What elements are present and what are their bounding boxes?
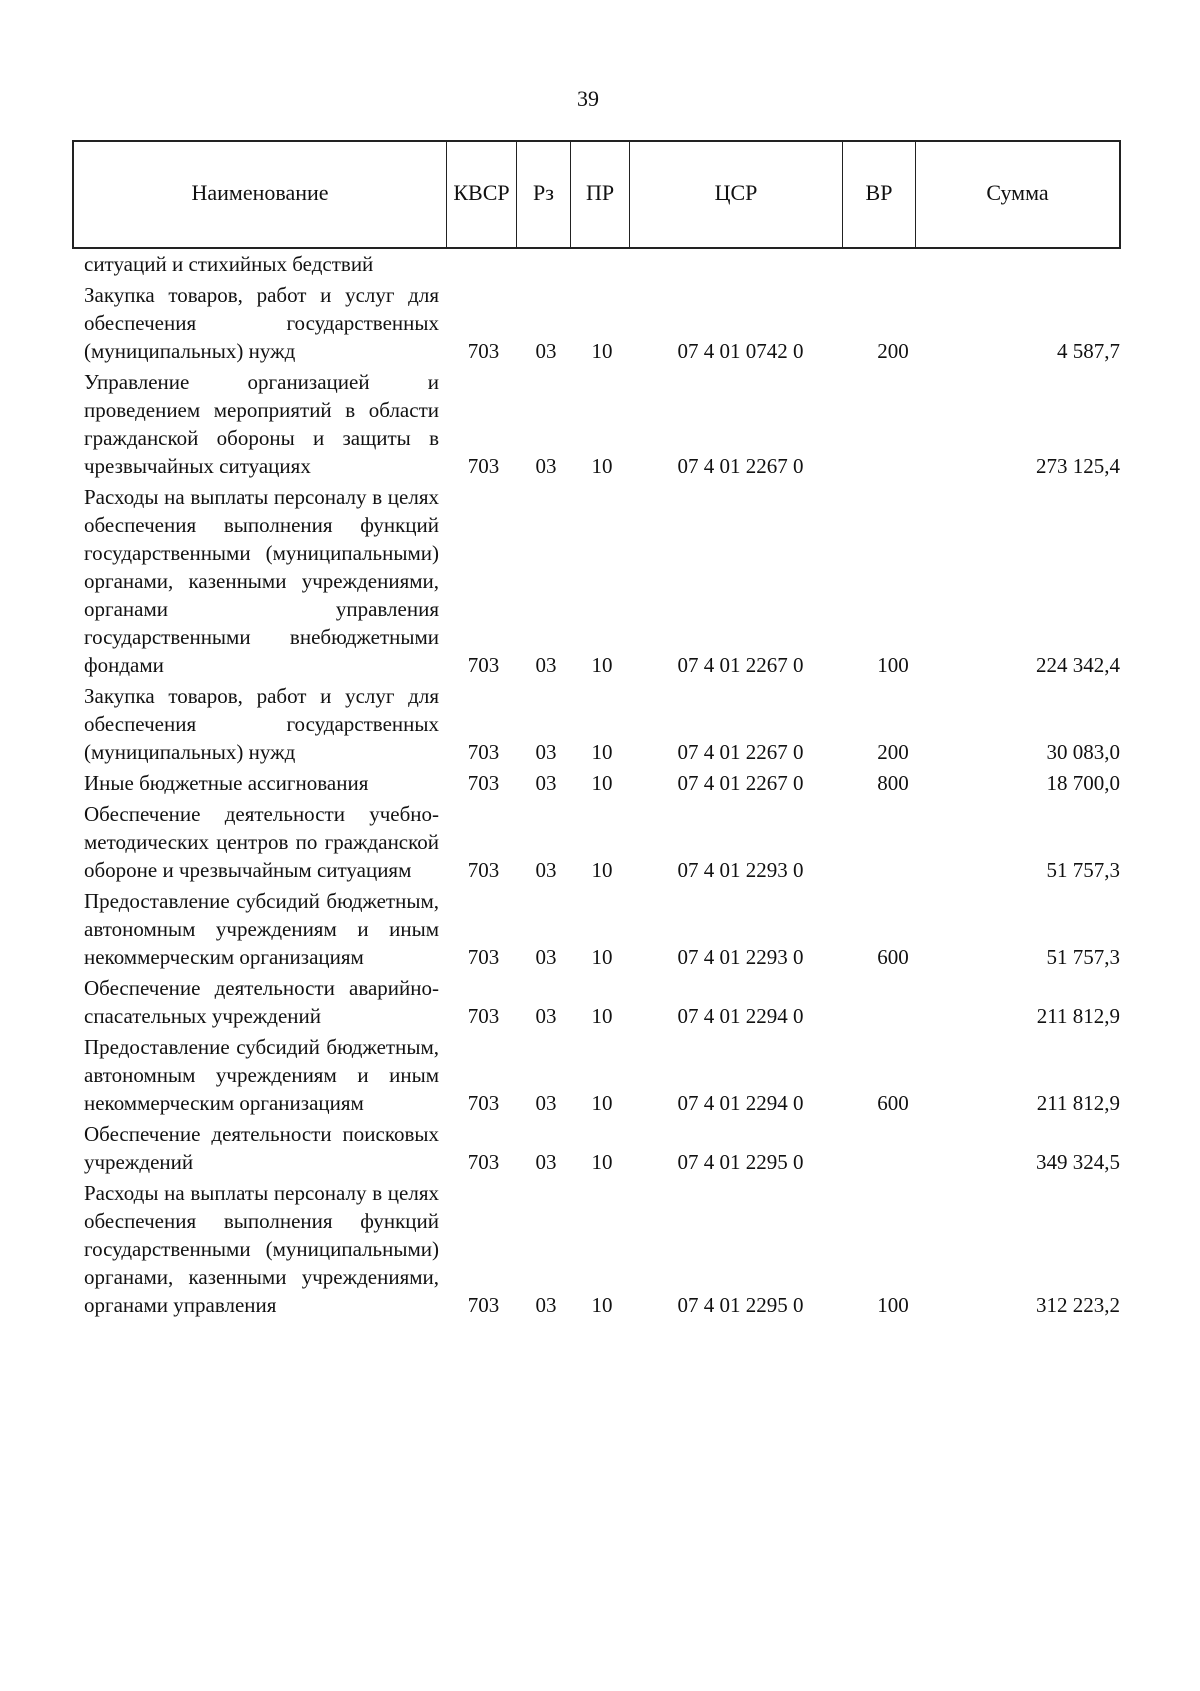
cell-name: Обеспечение деятельности аварийно-спасательных учреждений <box>84 976 439 1028</box>
cell-rz: 03 <box>535 858 557 882</box>
cell-rz: 03 <box>535 771 557 795</box>
cell-kvsr: 703 <box>467 945 500 969</box>
table-row <box>84 368 1124 480</box>
table-row <box>84 483 1124 679</box>
cell-csr: 07 4 01 2294 0 <box>677 1004 804 1028</box>
cell-csr: 07 4 01 2293 0 <box>677 858 804 882</box>
header-vr: ВР <box>843 142 916 247</box>
cell-csr: 07 4 01 0742 0 <box>677 339 804 363</box>
cell-vr: 600 <box>877 945 909 969</box>
cell-kvsr: 703 <box>467 858 500 882</box>
cell-sum: 312 223,2 <box>1036 1293 1120 1317</box>
cell-sum: 51 757,3 <box>1046 945 1120 969</box>
cell-name: Иные бюджетные ассигнования <box>84 771 369 795</box>
cell-rz: 03 <box>535 454 557 478</box>
cell-sum: 30 083,0 <box>1046 740 1120 764</box>
cell-sum: 18 700,0 <box>1046 771 1120 795</box>
cell-vr: 600 <box>877 1091 909 1115</box>
table-row <box>84 682 1124 766</box>
cell-vr: 100 <box>877 653 909 677</box>
cell-rz: 03 <box>535 653 557 677</box>
cell-pr: 10 <box>591 1150 613 1174</box>
cell-pr: 10 <box>591 740 613 764</box>
cell-pr: 10 <box>591 945 613 969</box>
cell-pr: 10 <box>591 339 613 363</box>
table-row <box>84 1120 1124 1176</box>
cell-sum: 211 812,9 <box>1036 1004 1120 1028</box>
cell-rz: 03 <box>535 945 557 969</box>
cell-rz: 03 <box>535 1150 557 1174</box>
header-rz: Рз <box>517 142 571 247</box>
cell-name: Обеспечение деятельности учебно-методических центров по гражданской обороне и чрезвычайным ситуациям <box>84 802 439 882</box>
table-row <box>84 1179 1124 1319</box>
cell-sum: 273 125,4 <box>1036 454 1120 478</box>
cell-csr: 07 4 01 2267 0 <box>677 771 804 795</box>
cell-name: Закупка товаров, работ и услуг для обеспечения государственных (муниципальных) нужд <box>84 283 439 363</box>
cell-sum: 51 757,3 <box>1046 858 1120 882</box>
table-row <box>84 769 1124 797</box>
cell-csr: 07 4 01 2267 0 <box>677 454 804 478</box>
cell-sum: 349 324,5 <box>1036 1150 1120 1174</box>
table-row <box>84 1033 1124 1117</box>
table-body <box>84 250 1124 1319</box>
table-row <box>84 887 1124 971</box>
cell-vr: 100 <box>877 1293 909 1317</box>
table-row <box>84 281 1124 365</box>
cell-name: Расходы на выплаты персоналу в целях обеспечения выполнения функций государственными (муниципальными) органами, казенными учреждениями, органами управления государственными внебюджетными фондами <box>84 485 439 677</box>
cell-name: Управление организацией и проведением мероприятий в области гражданской обороны и защиты в чрезвычайных ситуациях <box>84 370 439 478</box>
cell-kvsr: 703 <box>467 771 500 795</box>
header-sum: Сумма <box>986 179 1049 205</box>
cell-rz: 03 <box>535 1293 557 1317</box>
cell-kvsr: 703 <box>467 1293 500 1317</box>
cell-sum: 224 342,4 <box>1036 653 1120 677</box>
table-row <box>84 250 1124 278</box>
cell-name: Закупка товаров, работ и услуг для обеспечения государственных (муниципальных) нужд <box>84 684 439 764</box>
cell-vr: 800 <box>877 771 909 795</box>
cell-vr: 200 <box>877 740 909 764</box>
cell-kvsr: 703 <box>467 339 500 363</box>
header-pr: ПР <box>571 142 630 247</box>
table-row <box>84 800 1124 884</box>
cell-kvsr: 703 <box>467 1004 500 1028</box>
cell-pr: 10 <box>591 1091 613 1115</box>
cell-sum: 4 587,7 <box>1057 339 1120 363</box>
cell-name: Расходы на выплаты персоналу в целях обеспечения выполнения функций государственными (муниципальными) органами, казенными учреждениями, органами управления <box>84 1181 439 1317</box>
cell-pr: 10 <box>591 771 613 795</box>
cell-sum: 211 812,9 <box>1036 1091 1120 1115</box>
cell-kvsr: 703 <box>467 454 500 478</box>
cell-pr: 10 <box>591 653 613 677</box>
cell-kvsr: 703 <box>467 740 500 764</box>
cell-csr: 07 4 01 2267 0 <box>677 740 804 764</box>
header-kvsr: КВСР <box>447 142 517 247</box>
table-row <box>84 974 1124 1030</box>
cell-name: ситуаций и стихийных бедствий <box>84 252 374 276</box>
cell-name: Предоставление субсидий бюджетным, автономным учреждениям и иным некоммерческим организациям <box>84 889 439 969</box>
cell-kvsr: 703 <box>467 1091 500 1115</box>
cell-kvsr: 703 <box>467 653 500 677</box>
header-csr: ЦСР <box>630 142 843 247</box>
cell-rz: 03 <box>535 1004 557 1028</box>
cell-csr: 07 4 01 2267 0 <box>677 653 804 677</box>
cell-name: Обеспечение деятельности поисковых учреждений <box>84 1122 439 1174</box>
table-header <box>72 140 1121 249</box>
cell-csr: 07 4 01 2293 0 <box>677 945 804 969</box>
cell-vr: 200 <box>877 339 909 363</box>
cell-kvsr: 703 <box>467 1150 500 1174</box>
cell-rz: 03 <box>535 339 557 363</box>
cell-rz: 03 <box>535 1091 557 1115</box>
cell-csr: 07 4 01 2294 0 <box>677 1091 804 1115</box>
cell-csr: 07 4 01 2295 0 <box>677 1150 804 1174</box>
cell-csr: 07 4 01 2295 0 <box>677 1293 804 1317</box>
cell-pr: 10 <box>591 858 613 882</box>
page-number: 39 <box>577 86 599 111</box>
cell-pr: 10 <box>591 1293 613 1317</box>
cell-pr: 10 <box>591 454 613 478</box>
cell-rz: 03 <box>535 740 557 764</box>
cell-name: Предоставление субсидий бюджетным, автономным учреждениям и иным некоммерческим организациям <box>84 1035 439 1115</box>
header-name: Наименование <box>74 142 447 247</box>
cell-pr: 10 <box>591 1004 613 1028</box>
